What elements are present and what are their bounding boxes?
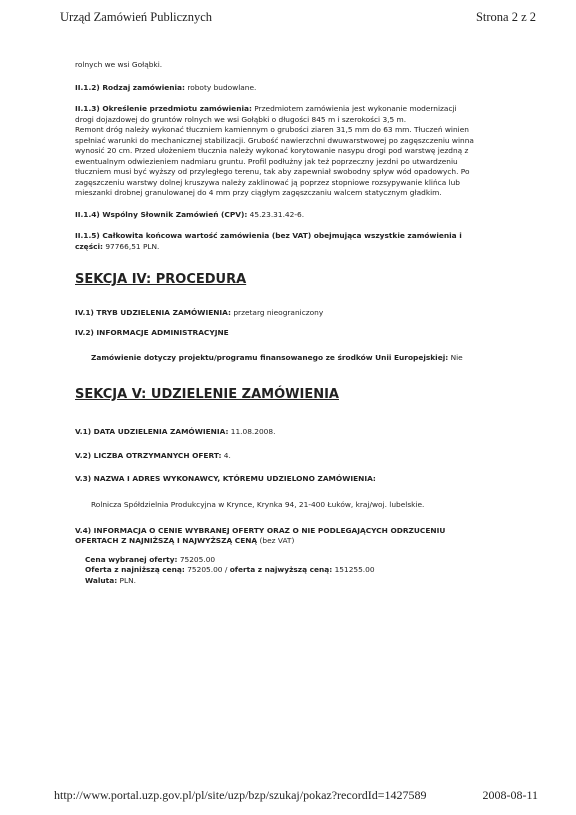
ii12-label: II.1.2) Rodzaj zamówienia:	[75, 82, 185, 92]
contractor-address: Rolnicza Spółdzielnia Produkcyjna w Krynce, Krynka 94, 21-400 Łuków, kraj/woj. lubelskie.	[91, 500, 425, 509]
ii13-line: ewentualnym odwiezieniem nadmiaru gruntu. Profil podłużny jak też poprzeczny jezdni po utwardzeniu	[75, 156, 458, 166]
ii13-text1: Przedmiotem zamówienia jest wykonanie modernizacji	[254, 104, 457, 113]
ii13-line: Remont dróg należy wykonać tłuczniem kamiennym o grubości ziaren 31,5 mm do 63 mm. Tłuczeń winien	[75, 125, 469, 134]
iv2-label: IV.2) INFORMACJE ADMINISTRACYJNE	[75, 327, 229, 337]
ii15-label-2: części:	[75, 241, 103, 251]
v2-value: 4.	[223, 451, 231, 460]
ii14-label: II.1.4) Wspólny Słownik Zamówień (CPV):	[75, 209, 248, 219]
v4-suffix: (bez VAT)	[259, 536, 295, 545]
iv1-value: przetarg nieograniczony	[233, 308, 324, 317]
ii13-line: mieszanki drobnej granulowanej do 4 mm przy ciągłym zagęszczaniu walcem statycznym gładkim.	[75, 188, 442, 197]
section-ii15	[75, 231, 545, 252]
section-v2	[75, 451, 545, 462]
ii15-value: 97766,51 PLN.	[105, 241, 160, 251]
eu-label: Zamówienie dotyczy projektu/programu finansowanego ze środków Unii Europejskiej:	[91, 353, 449, 362]
v3-label: V.3) NAZWA I ADRES WYKONAWCY, KTÓREMU UDZIELONO ZAMÓWIENIA:	[75, 473, 376, 483]
highest-offer-value: 151255.00	[334, 565, 375, 574]
footer-date: 2008-08-11	[482, 788, 538, 802]
section-ii12	[75, 83, 545, 94]
header-title: Urząd Zamówień Publicznych	[60, 10, 213, 24]
section-ii14	[75, 210, 545, 221]
v4-label: V.4) INFORMACJA O CENIE WYBRANEJ OFERTY ORAZ O NIE PODLEGAJĄCYCH ODRZUCENIU	[75, 525, 446, 535]
intro-text: rolnych we wsi Gołąbki.	[75, 60, 163, 69]
v1-label: V.1) DATA UDZIELENIA ZAMÓWIENIA:	[75, 426, 229, 436]
ii13-line: wynosić 20 cm. Przed ułożeniem tłucznia należy wykonać korytowanie nasypu drogi pod warstwę jezdną z	[75, 146, 469, 155]
price-value: 75205.00	[179, 554, 216, 564]
document-body	[75, 60, 545, 586]
ii13-line: zagęszczeniu warstwy dolnej kruszywa należy zaklinować ją poprzez stopniowe rozsypywanie klińca lub	[75, 177, 461, 187]
section-v-title: SEKCJA V: UDZIELENIE ZAMÓWIENIA	[75, 386, 339, 402]
section-v1	[75, 427, 545, 438]
iv1-label: IV.1) TRYB UDZIELENIA ZAMÓWIENIA:	[75, 308, 231, 317]
ii13-line: spełniać warunki do mechanicznej stabilizacji. Grubość nawierzchni dwuwarstwowej po zagęszczeniu winna	[75, 135, 474, 145]
ii12-value: roboty budowlane.	[187, 82, 257, 92]
section-iv1	[75, 308, 545, 319]
section-ii13	[75, 104, 545, 199]
section-v4	[75, 526, 545, 547]
v1-value: 11.08.2008.	[230, 426, 276, 436]
page-number: Strona 2 z 2	[475, 10, 536, 24]
ii13-label: II.1.3) Określenie przedmiotu zamówienia:	[75, 104, 252, 113]
section-iv-title: SEKCJA IV: PROCEDURA	[75, 272, 247, 287]
v4-label-2: OFERTACH Z NAJNIŻSZĄ I NAJWYŻSZĄ CENĄ	[75, 536, 258, 545]
price-info	[75, 555, 545, 587]
v2-label: V.2) LICZBA OTRZYMANYCH OFERT:	[75, 451, 222, 460]
ii13-line: tłuczniem musi być wyższy od przyległego terenu, tak aby zapewniał swobodny spływ wód opadowych. Po	[75, 167, 470, 176]
lowest-offer-value: 75205.00	[187, 565, 223, 574]
ii13-line: drogi dojazdowej do gruntów rolnych we wsi Gołąbki o długości 845 m i szerokości 3,5 m.	[75, 114, 407, 124]
ii14-value: 45.23.31.42-6.	[249, 209, 305, 219]
offer-separator: /	[224, 565, 228, 574]
footer-url: http://www.portal.uzp.gov.pl/pl/site/uzp/bzp/szukaj/pokaz?recordId=1427589	[54, 788, 427, 802]
currency-label: Waluta:	[85, 575, 118, 585]
currency-value: PLN.	[119, 575, 136, 585]
highest-offer-label: oferta z najwyższą ceną:	[229, 565, 333, 574]
ii15-label: II.1.5) Całkowita końcowa wartość zamówienia (bez VAT) obejmująca wszystkie zamówienia i	[75, 231, 462, 240]
lowest-offer-label: Oferta z najniższą ceną:	[85, 565, 185, 574]
eu-funding	[75, 353, 545, 364]
price-label: Cena wybranej oferty:	[85, 554, 178, 564]
eu-value: Nie	[450, 353, 463, 362]
